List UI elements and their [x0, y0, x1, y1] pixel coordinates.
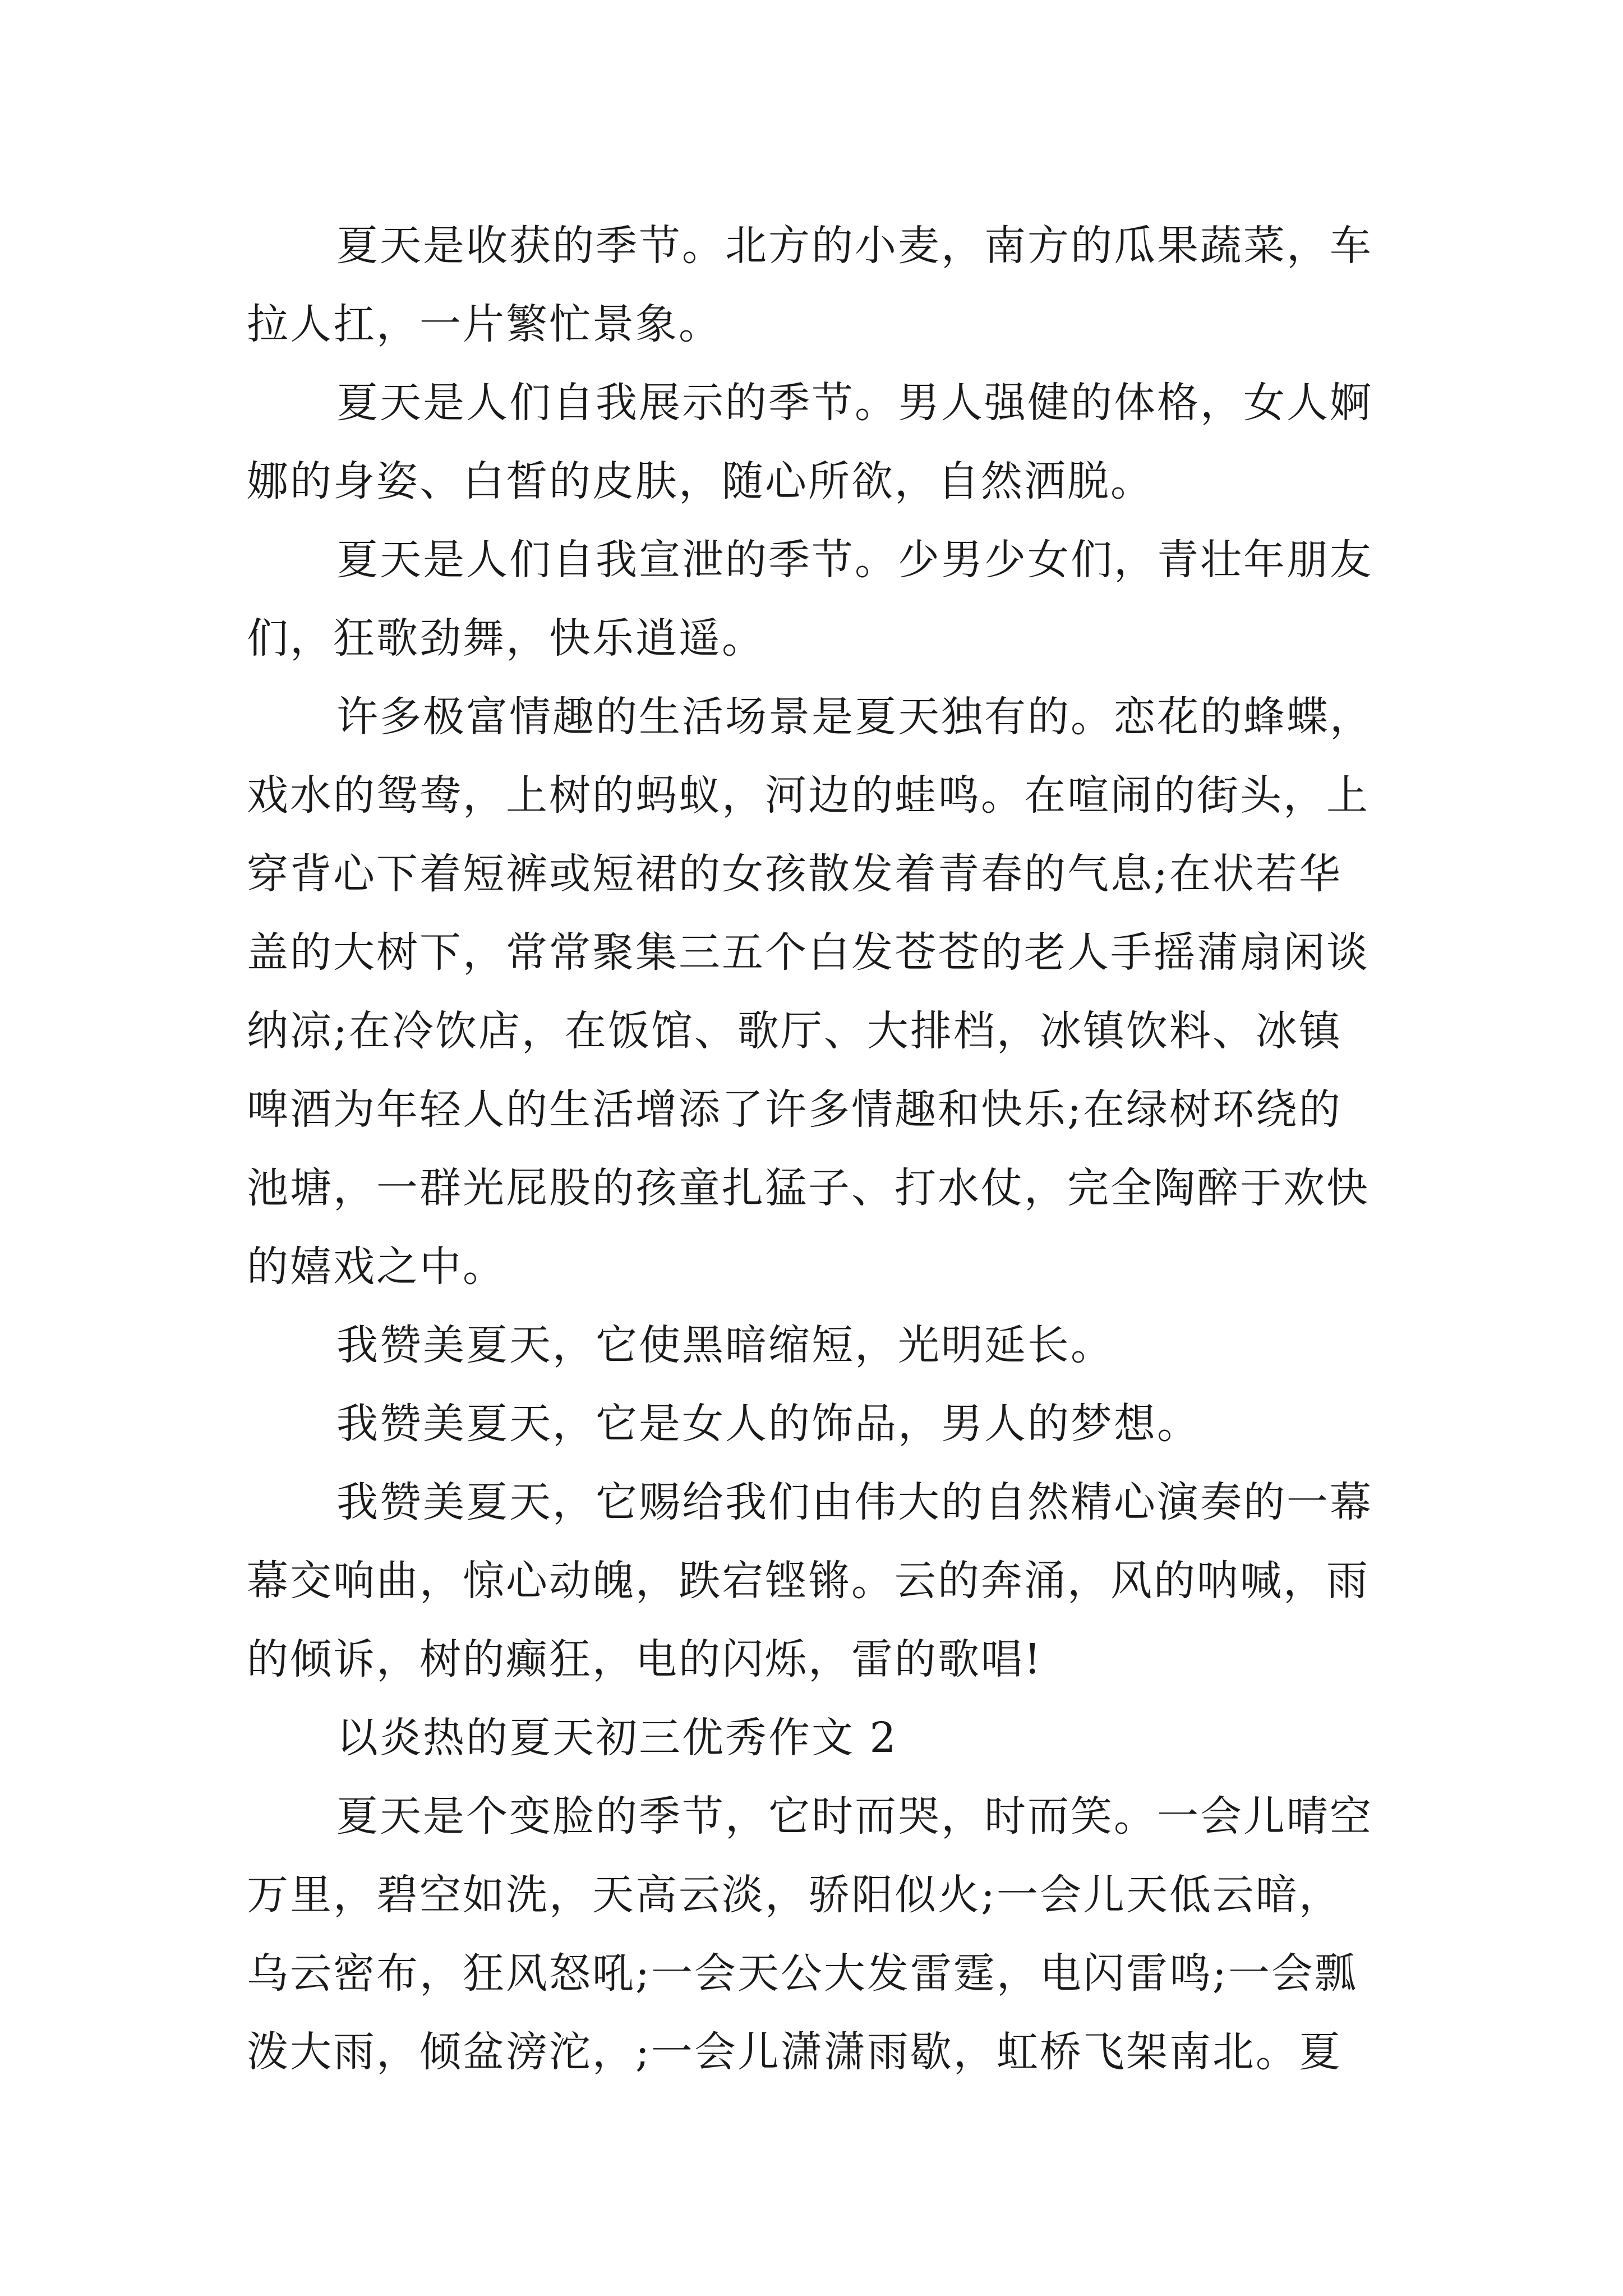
paragraph-first-line: 夏天是人们自我展示的季节。男人强健的体格，女人婀: [336, 379, 1373, 427]
paragraph-first-line: 我赞美夏天，它赐给我们由伟大的自然精心演奏的一幕: [336, 1478, 1373, 1526]
paragraph-line: 万里，碧空如洗，天高云淡，骄阳似火;一会儿天低云暗，: [247, 1871, 1342, 1919]
paragraph-line: 拉人扛，一片繁忙景象。: [247, 300, 722, 348]
paragraph-line: 盖的大树下，常常聚集三五个白发苍苍的老人手摇蒲扇闲谈: [247, 928, 1370, 977]
paragraph-first-line: 夏天是人们自我宣泄的季节。少男少女们，青壮年朋友: [336, 536, 1373, 584]
paragraph-line: 泼大雨，倾盆滂沱，;一会儿潇潇雨歇，虹桥飞架南北。夏: [247, 2028, 1342, 2076]
paragraph-line: 池塘，一群光屁股的孩童扎猛子、打水仗，完全陶醉于欢快: [247, 1164, 1370, 1212]
paragraph-line: 的倾诉，树的癫狂，电的闪烁，雷的歌唱!: [247, 1635, 1043, 1683]
paragraph-first-line: 夏天是个变脸的季节，它时而哭，时而笑。一会儿晴空: [336, 1792, 1373, 1841]
paragraph-first-line: 以炎热的夏天初三优秀作文 2: [336, 1714, 898, 1762]
paragraph-first-line: 夏天是收获的季节。北方的小麦，南方的瓜果蔬菜，车: [336, 222, 1373, 270]
paragraph-line: 们，狂歌劲舞，快乐逍遥。: [247, 614, 765, 662]
paragraph-first-line: 我赞美夏天，它使黑暗缩短，光明延长。: [336, 1321, 1114, 1369]
paragraph-first-line: 许多极富情趣的生活场景是夏天独有的。恋花的蜂蝶，: [336, 693, 1373, 741]
paragraph-line: 娜的身姿、白皙的皮肤，随心所欲，自然洒脱。: [247, 457, 1154, 505]
paragraph-line: 的嬉戏之中。: [247, 1243, 506, 1291]
paragraph-line: 乌云密布，狂风怒吼;一会天公大发雷霆，电闪雷鸣;一会瓢: [247, 1949, 1358, 1998]
paragraph-line: 啤酒为年轻人的生活增添了许多情趣和快乐;在绿树环绕的: [247, 1085, 1342, 1134]
paragraph-first-line: 我赞美夏天，它是女人的饰品，男人的梦想。: [336, 1400, 1200, 1448]
paragraph-line: 纳凉;在冷饮店，在饭馆、歌厅、大排档，冰镇饮料、冰镇: [247, 1007, 1342, 1055]
paragraph-line: 幕交响曲，惊心动魄，跌宕铿锵。云的奔涌，风的呐喊，雨: [247, 1557, 1370, 1605]
paragraph-line: 戏水的鸳鸯，上树的蚂蚁，河边的蛙鸣。在喧闹的街头，上: [247, 771, 1370, 820]
paragraph-line: 穿背心下着短裤或短裙的女孩散发着青春的气息;在状若华: [247, 850, 1342, 898]
